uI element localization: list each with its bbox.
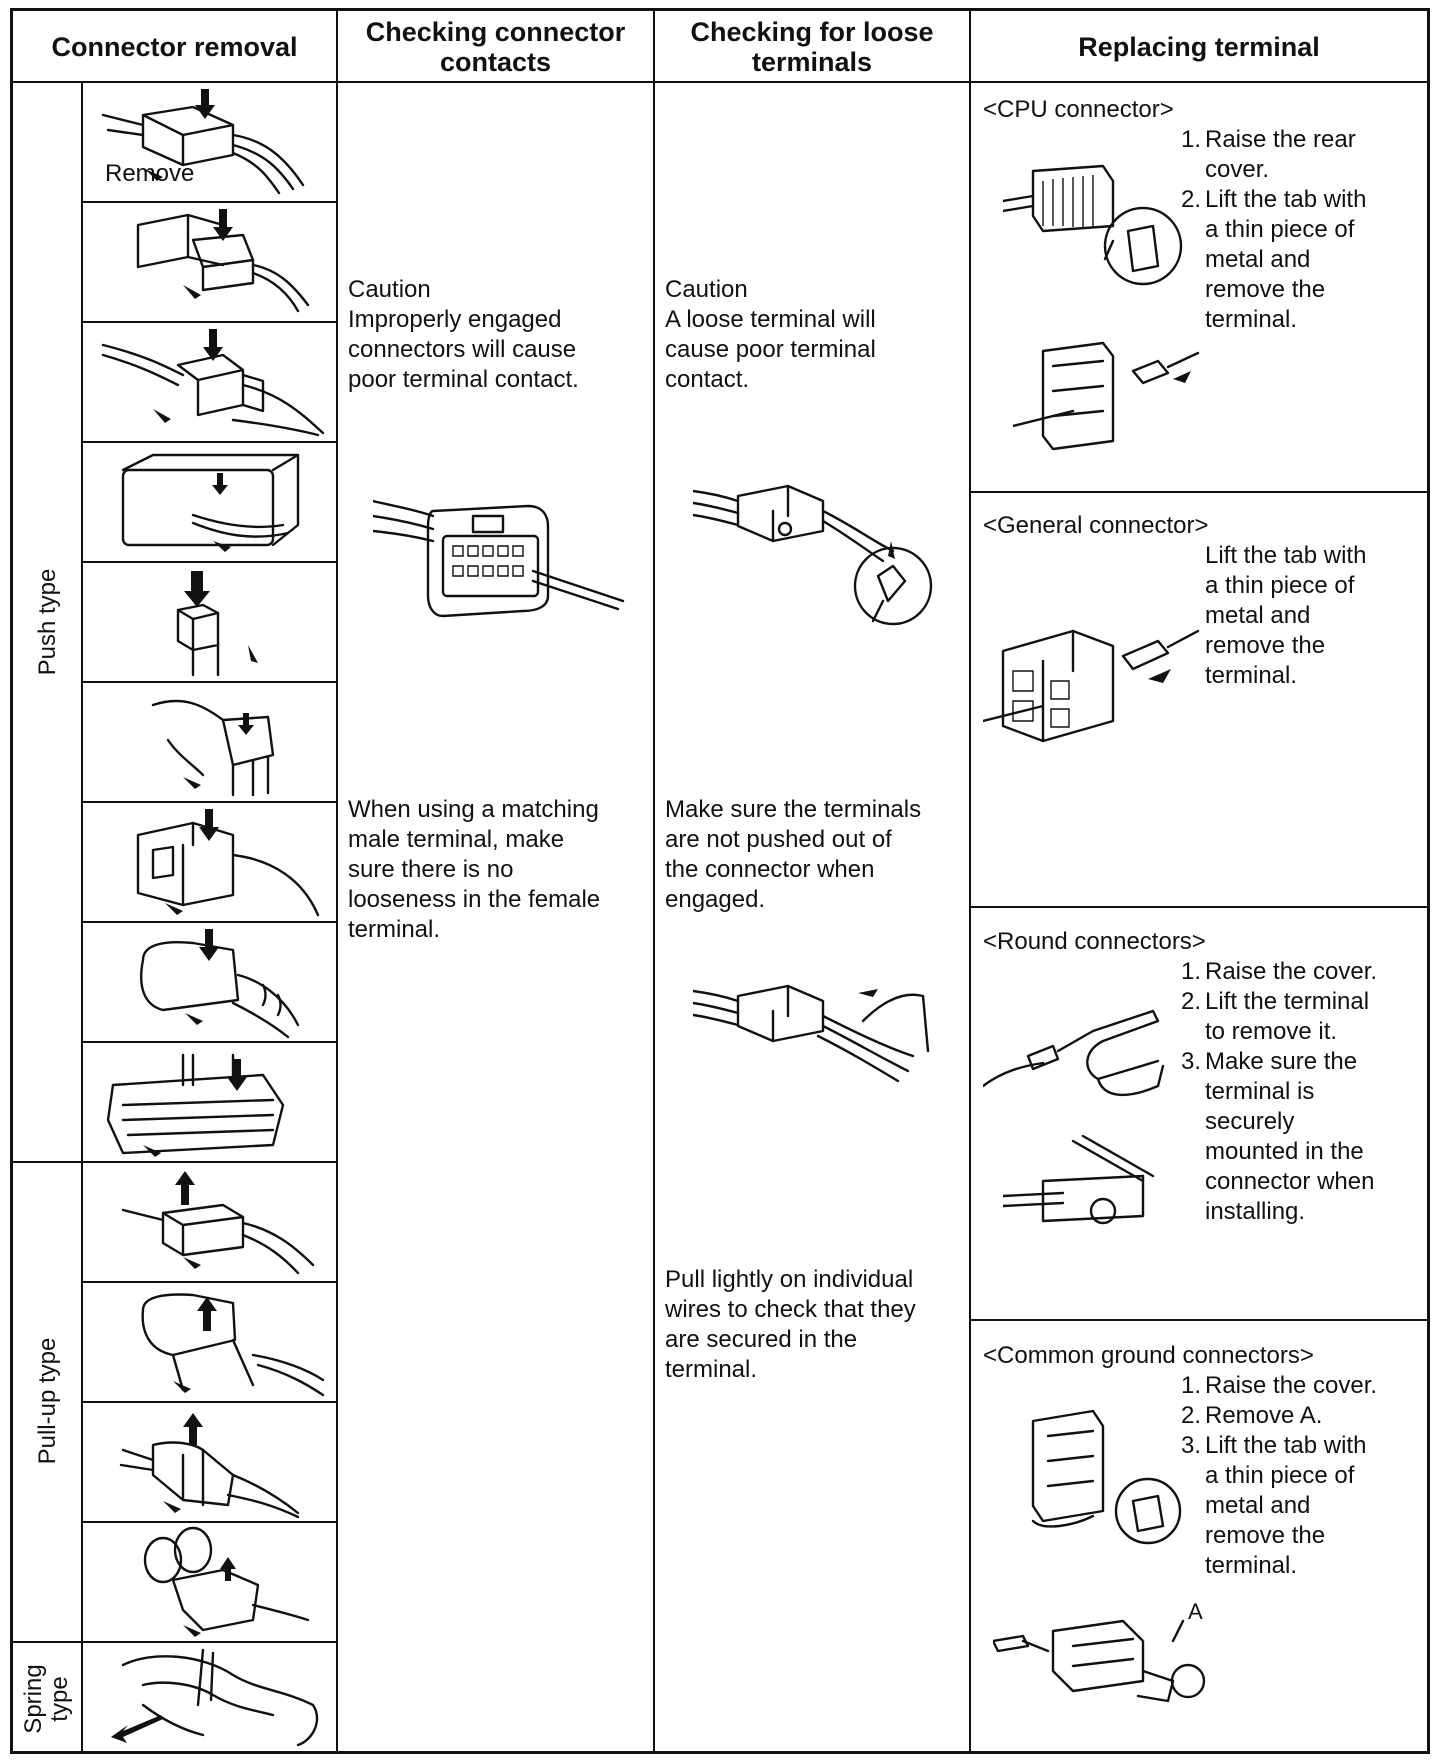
ground-connector-title: <Common ground connectors> bbox=[983, 1342, 1314, 1369]
ground-step-1-number: 1. bbox=[1180, 1372, 1201, 1399]
spring-type-label: Spring type bbox=[20, 1664, 73, 1734]
pull-up-connector-illustration-4 bbox=[83, 1525, 335, 1639]
header-replacing-terminal: Replacing terminal bbox=[1078, 32, 1320, 62]
loose-terminal-illustration bbox=[693, 471, 933, 641]
round-connector-illustration-1 bbox=[983, 1001, 1183, 1111]
column-divider bbox=[653, 11, 655, 1751]
ground-step-2 bbox=[1171, 1401, 1421, 1431]
pull-up-type-label: Pull-up type bbox=[34, 1337, 61, 1465]
header-checking-contacts: Checking connector contacts bbox=[365, 17, 626, 77]
contacts-caution-title: Caution bbox=[348, 276, 431, 303]
connector-contacts-illustration bbox=[373, 481, 633, 651]
ground-step-2-text: Remove A. bbox=[1205, 1402, 1323, 1429]
loose-pull-text: Pull lightly on individual wires to check that they are secured in the terminal. bbox=[665, 1266, 916, 1383]
connector-reference-table bbox=[10, 8, 1430, 1754]
push-connector-illustration-3 bbox=[83, 325, 335, 439]
ground-step-2-number: 2. bbox=[1180, 1402, 1201, 1429]
cpu-step-1 bbox=[1171, 125, 1421, 185]
column-divider bbox=[336, 11, 338, 1751]
round-connector-illustration-2 bbox=[1003, 1131, 1163, 1241]
push-connector-illustration-2 bbox=[83, 205, 335, 319]
push-connector-illustration-7 bbox=[83, 805, 335, 919]
round-step-3-text: Make sure the terminal is securely mounted in the connector when installing. bbox=[1205, 1048, 1375, 1225]
push-connector-illustration-9 bbox=[83, 1045, 335, 1159]
round-step-2 bbox=[1171, 987, 1421, 1047]
loose-pushed-text: Make sure the terminals are not pushed out of the connector when engaged. bbox=[665, 796, 922, 913]
pushed-terminal-illustration bbox=[693, 961, 933, 1101]
pull-up-connector-illustration-2 bbox=[83, 1285, 335, 1399]
round-step-1 bbox=[1171, 957, 1421, 987]
cpu-connector-illustration-2 bbox=[1013, 331, 1213, 461]
round-connector-title: <Round connectors> bbox=[983, 928, 1206, 955]
header-connector-removal: Connector removal bbox=[51, 32, 298, 62]
push-connector-illustration-5 bbox=[83, 565, 335, 679]
pull-up-connector-illustration-1 bbox=[83, 1165, 335, 1279]
contacts-caution-text: Improperly engaged connectors will cause poor terminal contact. bbox=[348, 306, 579, 393]
pull-up-connector-illustration-3 bbox=[83, 1405, 335, 1519]
cpu-step-2-text: Lift the tab with a thin piece of metal and remove the terminal. bbox=[1205, 186, 1367, 333]
column-divider bbox=[969, 11, 971, 1751]
loose-caution-text: A loose terminal will cause poor terminal contact. bbox=[665, 306, 876, 393]
cpu-connector-illustration-1 bbox=[1003, 151, 1183, 301]
round-step-2-text: Lift the terminal to remove it. bbox=[1205, 988, 1370, 1045]
ground-step-1 bbox=[1171, 1371, 1421, 1401]
round-step-1-text: Raise the cover. bbox=[1205, 958, 1378, 985]
ground-connector-illustration-1 bbox=[1013, 1401, 1193, 1551]
cpu-step-2-number: 2. bbox=[1180, 186, 1201, 213]
general-connector-illustration bbox=[983, 601, 1203, 761]
loose-caution-title: Caution bbox=[665, 276, 748, 303]
ground-step-1-text: Raise the cover. bbox=[1205, 1372, 1378, 1399]
push-connector-illustration-4 bbox=[83, 445, 335, 559]
push-connector-illustration-8 bbox=[83, 925, 335, 1039]
round-step-3 bbox=[1171, 1047, 1421, 1227]
push-connector-illustration-6 bbox=[83, 685, 335, 799]
round-step-3-number: 3. bbox=[1180, 1048, 1201, 1075]
contacts-matching-text: When using a matching male terminal, make sure there is no looseness in the female terminal. bbox=[348, 796, 601, 943]
ground-step-3-number: 3. bbox=[1180, 1432, 1201, 1459]
ground-step-3 bbox=[1171, 1431, 1421, 1581]
cpu-step-1-text: Raise the rear cover. bbox=[1205, 126, 1356, 183]
header-checking-loose: Checking for loose terminals bbox=[690, 17, 934, 77]
spring-connector-illustration bbox=[83, 1645, 335, 1749]
general-connector-text: Lift the tab with a thin piece of metal and remove the terminal. bbox=[1205, 542, 1367, 689]
cpu-step-1-number: 1. bbox=[1180, 126, 1201, 153]
ground-step-3-text: Lift the tab with a thin piece of metal and remove the terminal. bbox=[1205, 1432, 1367, 1579]
cpu-connector-title: <CPU connector> bbox=[983, 96, 1174, 123]
remove-label: Remove bbox=[105, 160, 195, 187]
part-a-label: A bbox=[1188, 1599, 1203, 1624]
round-step-2-number: 2. bbox=[1180, 988, 1201, 1015]
round-step-1-number: 1. bbox=[1180, 958, 1201, 985]
general-connector-title: <General connector> bbox=[983, 512, 1209, 539]
cpu-step-2 bbox=[1171, 185, 1421, 335]
push-type-label: Push type bbox=[34, 568, 61, 676]
